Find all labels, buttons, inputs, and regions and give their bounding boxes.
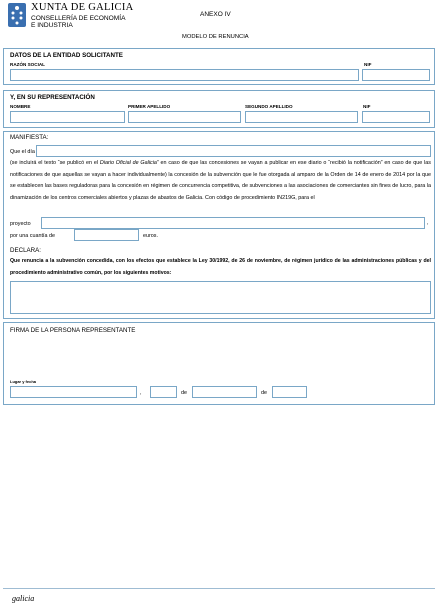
dept-line-2: E INDUSTRIA xyxy=(31,22,73,30)
proyecto-field[interactable] xyxy=(41,217,425,229)
declara-text: Que renuncia a la subvención concedida, con los efectos que establece la Ley 30/1992, de 26 de noviembre, de régimen jurídico de las administraciones públicas y del procedimiento administrativo común, por los siguientes motivos: xyxy=(10,258,431,276)
nombre-field[interactable] xyxy=(10,111,125,123)
proyecto-label: proyecto xyxy=(10,221,31,227)
org-name: XUNTA DE GALICIA xyxy=(31,2,134,13)
manifiesta-title: MANIFIESTA: xyxy=(10,134,49,141)
razon-social-field[interactable] xyxy=(10,69,359,81)
cuantia-label: por una cuantía de xyxy=(10,233,55,239)
galicia-footer-logo: galicia xyxy=(12,594,35,603)
lugar-fecha-label: Lugar y fecha xyxy=(10,379,37,384)
rep-nif-field[interactable] xyxy=(362,111,430,123)
representation-section xyxy=(3,90,435,128)
ano-field[interactable] xyxy=(272,386,307,398)
manifiesta-body-text: (se incluirá el texto “se publicó en el Diario Oficial de Galicia” en caso de que las concesiones se vayan a publicar en ese diario o “recibió la notificación” en caso de que las notificaciones de que aquellas se vayan a hacer individualmente) la concesión de la subvención que le fue otorgada al amparo de la Orden de 14 de enero de 2014 por la que se establecen las bases reguladoras para la concesión en régimen de concurrencia competitiva, de subvenciones a las asociaciones de comerciantes sin fines de lucro, para la dinamización de los centros comerciales abiertos y plazas de abastos de Galicia. Con código de procedimiento IN219G, para el xyxy=(10,160,431,201)
declara-title: DECLARA: xyxy=(10,247,41,254)
entity-nif-label: NIF xyxy=(364,62,372,67)
entity-section xyxy=(3,48,435,85)
lugar-field[interactable] xyxy=(10,386,137,398)
primer-apellido-label: PRIMER APELLIDO xyxy=(128,104,171,109)
mes-field[interactable] xyxy=(192,386,257,398)
dept-name xyxy=(31,15,126,29)
euros-label: euros. xyxy=(143,233,158,239)
que-el-dia-label: Que el día xyxy=(10,149,35,155)
firma-title: FIRMA DE LA PERSONA REPRESENTANTE xyxy=(10,327,136,334)
entity-section-title: DATOS DE LA ENTIDAD SOLICITANTE xyxy=(10,52,123,59)
manifiesta-section xyxy=(3,131,435,319)
fecha-field[interactable] xyxy=(36,145,431,157)
segundo-apellido-label: SEGUNDO APELLIDO xyxy=(245,104,293,109)
nombre-label: NOMBRE xyxy=(10,104,31,109)
representation-section-title: Y, EN SU REPRESENTACIÓN xyxy=(10,94,95,101)
rep-nif-label: NIF xyxy=(363,104,371,109)
de-label-2: de xyxy=(261,390,267,396)
xunta-coat-of-arms-icon xyxy=(6,2,28,28)
proyecto-comma: , xyxy=(427,220,429,226)
motivos-field[interactable] xyxy=(10,281,431,314)
annex-label: ANEXO IV xyxy=(200,11,231,18)
segundo-apellido-field[interactable] xyxy=(245,111,358,123)
model-title: MODELO DE RENUNCIA xyxy=(182,34,249,40)
primer-apellido-field[interactable] xyxy=(128,111,241,123)
dia-field[interactable] xyxy=(150,386,177,398)
firma-section xyxy=(3,322,435,405)
cuantia-field[interactable] xyxy=(74,229,139,241)
entity-nif-field[interactable] xyxy=(362,69,430,81)
dept-line-1: CONSELLERÍA DE ECONOMÍA xyxy=(31,15,126,22)
footer-divider xyxy=(3,588,435,589)
lugar-comma: , xyxy=(140,390,142,396)
de-label-1: de xyxy=(181,390,187,396)
razon-social-label: RAZÓN SOCIAL xyxy=(10,62,45,67)
